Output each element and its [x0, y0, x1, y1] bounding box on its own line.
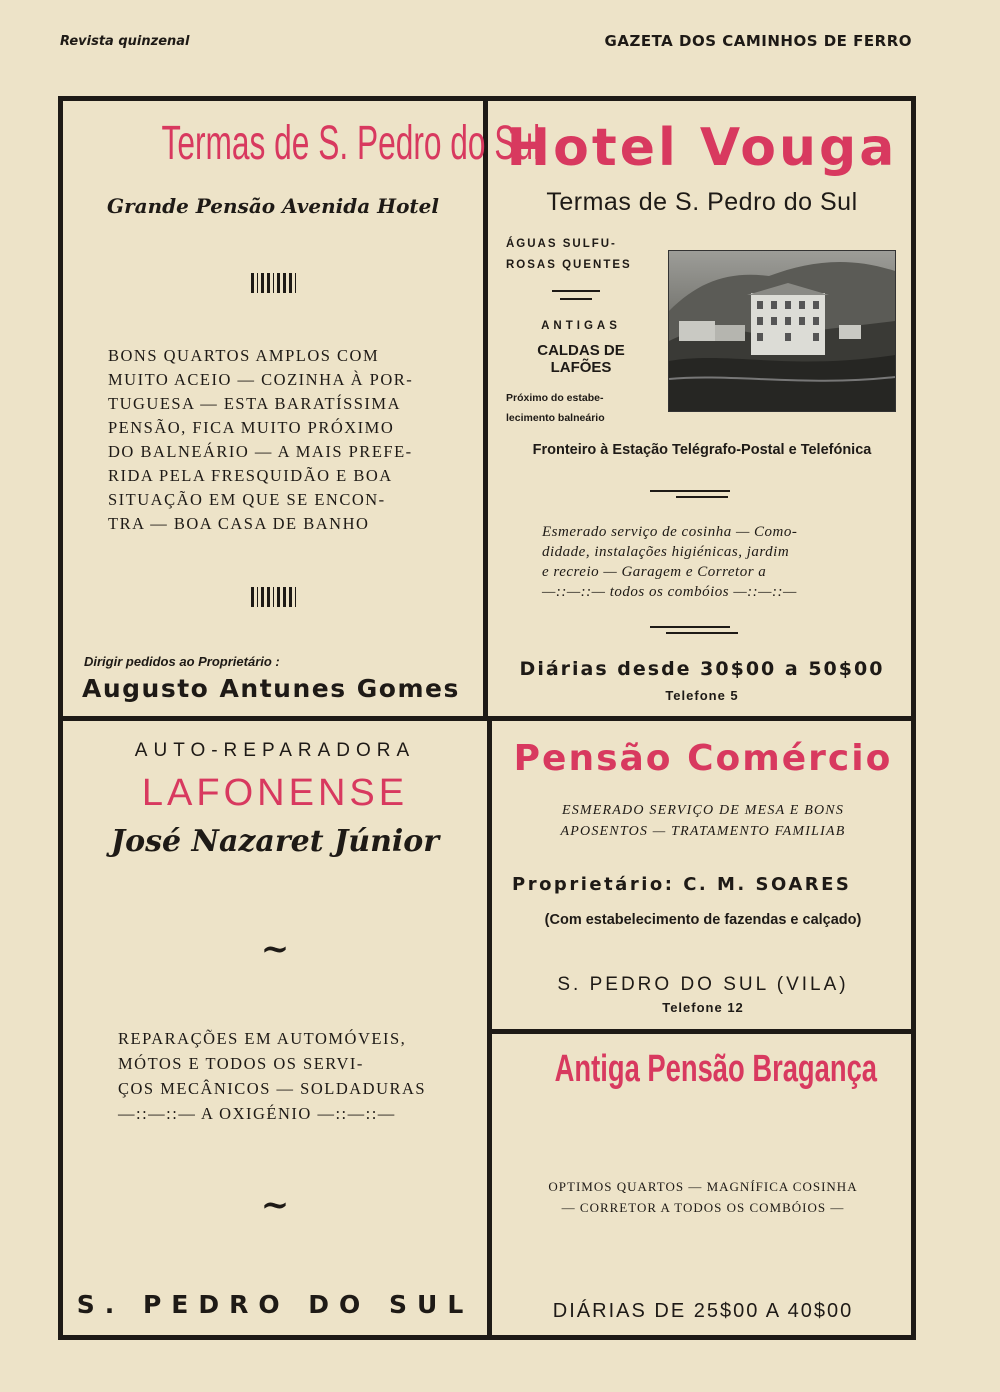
ad4-description: ESMERADO SERVIÇO DE MESA E BONS APOSENTOS — TRATAMENTO FAMILIAB	[560, 803, 846, 839]
ad2-waters: ÁGUAS SULFU- ROSAS QUENTES	[506, 238, 632, 271]
ad2-rule-1	[552, 290, 600, 292]
ad5-title: Antiga Pensão Bragança	[554, 1048, 878, 1090]
ad1-ornament-bottom	[64, 586, 482, 612]
ad2-rule-2	[650, 490, 730, 492]
ad2-rule-1b	[560, 298, 592, 300]
ad5-rates: DIÁRIAS DE 25$00 A 40$00	[552, 1300, 854, 1322]
ad2-location: Fronteiro à Estação Telégrafo-Postal e Telefónica	[532, 442, 872, 458]
ad1-subtitle: Grande Pensão Avenida Hotel	[107, 194, 439, 218]
ad3-title-top: AUTO-REPARADORA	[134, 740, 416, 761]
ad2-phone: Telefone 5	[665, 688, 739, 703]
ad1-owner: Augusto Antunes Gomes	[82, 674, 460, 703]
ad2-rule-2b	[676, 496, 728, 498]
ad3-title: LAFONENSE	[141, 772, 409, 814]
ad2-rates: Diárias desde 30$00 a 50$00	[519, 658, 885, 680]
header-left: Revista quinzenal	[60, 34, 190, 49]
ad2-rule-3	[650, 626, 730, 628]
ad3-description: REPARAÇÕES EM AUTOMÓVEIS, MÓTOS E TODOS OS SERVI- ÇOS MECÂNICOS — SOLDADURAS —::—::— A OXIGÉNIO —::—::—	[118, 1029, 427, 1123]
ad1-title: Termas de S. Pedro do Sul	[161, 117, 541, 170]
page-header	[60, 32, 912, 54]
header-right: GAZETA DOS CAMINHOS DE FERRO	[604, 32, 912, 50]
hotel-photo-illustration	[669, 251, 895, 411]
ad2-services: Esmerado serviço de cosinha — Como- didade, instalações higiénicas, jardim e recreio — Garagem e Corretor a —::—::— todos os combóios —::—::—	[542, 524, 798, 600]
ad-pensao-comercio	[492, 722, 914, 1028]
hotel-photo	[668, 250, 896, 412]
ad4-title: Pensão Comércio	[513, 738, 893, 779]
ad2-title: Hotel Vouga	[506, 118, 898, 178]
ad-auto-reparadora	[64, 722, 486, 1338]
ad3-ornament-top: ~	[260, 929, 290, 969]
ad4-owner: Proprietário: C. M. SOARES	[512, 874, 852, 895]
ad2-subtitle: Termas de S. Pedro do Sul	[546, 188, 858, 216]
ad2-antigas: ANTIGAS	[541, 320, 621, 332]
ad3-owner: José Nazaret Júnior	[110, 824, 440, 859]
ad3-ornament-bottom: ~	[260, 1185, 290, 1225]
ad5-description: OPTIMOS QUARTOS — MAGNÍFICA COSINHA — CORRETOR A TODOS OS COMBÓIOS —	[548, 1179, 858, 1215]
ad3-place: S. PEDRO DO SUL	[76, 1290, 474, 1319]
ad1-contact-label: Dirigir pedidos ao Proprietário :	[84, 654, 280, 669]
vertical-divider-top	[483, 100, 488, 720]
ad-pensao-braganca	[492, 1034, 914, 1338]
ad1-ornament-top	[64, 272, 482, 298]
ad1-description: BONS QUARTOS AMPLOS COM MUITO ACEIO — COZINHA À POR- TUGUESA — ESTA BARATÍSSIMA PENSÃO, FICA MUITO PRÓXIMO DO BALNEÁRIO — A MAIS PREFE- RIDA PELA FRESQUIDÃO E BOA SITUAÇÃO EM QUE SE ENCON- TRA — BOA CASA DE BANHO	[108, 346, 414, 533]
ad4-note: (Com estabelecimento de fazendas e calçado)	[544, 912, 862, 928]
ad2-rule-3b	[666, 632, 738, 634]
ad2-proximity: Próximo do estabe- lecimento balneário	[506, 392, 605, 424]
ad4-place: S. PEDRO DO SUL (VILA)	[557, 974, 849, 995]
ad4-phone: Telefone 12	[662, 1000, 744, 1015]
ad-termas	[64, 104, 541, 716]
horizontal-divider-middle	[62, 716, 914, 721]
ad2-caldas: CALDAS DE LAFÕES	[537, 342, 625, 376]
